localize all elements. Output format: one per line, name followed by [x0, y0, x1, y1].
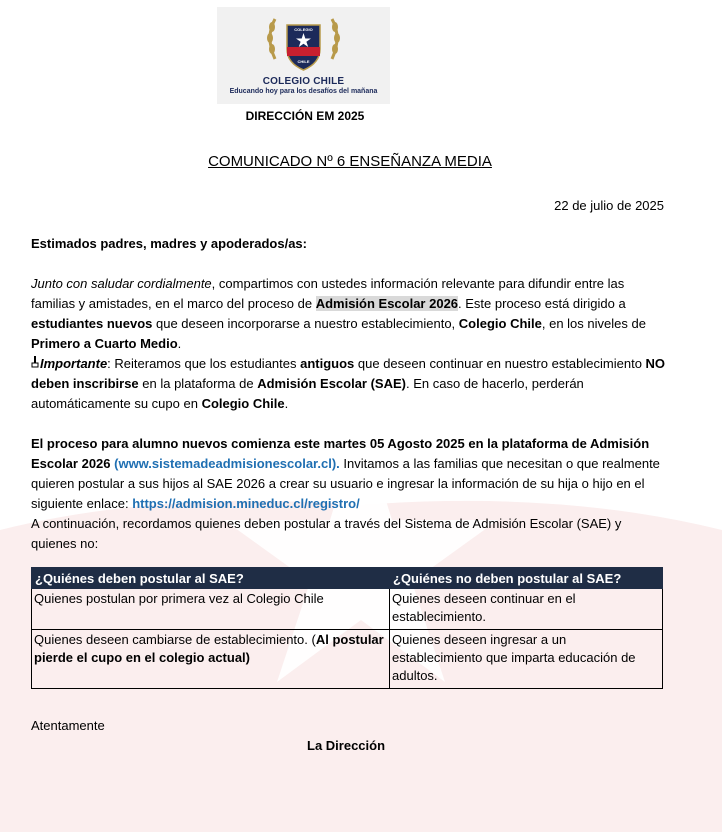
direccion-label: DIRECCIÓN EM 2025: [245, 109, 365, 123]
salutation: Estimados padres, madres y apoderados/as:: [31, 236, 307, 251]
sae-website-link[interactable]: (www.sistemadeadmisionescolar.cl).: [114, 456, 340, 471]
warning-icon: [31, 354, 40, 374]
paragraph-important: Importante: Reiteramos que los estudiantes antiguos que deseen continuar en nuestro establecimiento NO deben inscribirse en la plataforma de Admisión Escolar (SAE). En caso de hacerlo, perderán automáticamente su cupo en Colegio Chile.: [31, 356, 666, 411]
logo-slogan: Educando hoy para los desafíos del mañana: [229, 88, 378, 95]
table-header: ¿Quiénes no deben postular al SAE?: [390, 568, 663, 589]
table-cell: Quienes postulan por primera vez al Colegio Chile: [32, 589, 390, 630]
svg-text:COLEGIO: COLEGIO: [294, 27, 313, 32]
document-date: 22 de julio de 2025: [554, 198, 664, 213]
sae-table: [31, 567, 663, 689]
table-row: [32, 630, 663, 689]
registro-link[interactable]: https://admision.mineduc.cl/registro/: [132, 496, 360, 511]
table-header-row: [32, 568, 663, 589]
table-row: [32, 589, 663, 630]
document-title: COMUNICADO Nº 6 ENSEÑANZA MEDIA: [208, 153, 492, 170]
svg-text:CHILE: CHILE: [297, 59, 310, 64]
school-logo: [217, 7, 390, 104]
closing-text: Atentamente: [31, 718, 105, 733]
table-cell: Quienes deseen ingresar a un establecimiento que imparta educación de adultos.: [390, 630, 663, 689]
signature: La Dirección: [307, 738, 386, 753]
paragraph-process: El proceso para alumno nuevos comienza este martes 05 Agosto 2025 en la plataforma de Admisión Escolar 2026 (www.sistemadeadmisionescolar.cl). Invitamos a las familias que necesitan o que realmente quieren postular a sus hijos al SAE 2026 a crear su usuario e ingresar la información de su hija o hijo en el siguiente enlace: https://admision.mineduc.cl/registro/ A continuación, recordamos quienes deben postular a través del Sistema de Admisión Escolar (SAE) y quienes no:: [31, 436, 660, 551]
table-cell: Quienes deseen continuar en el establecimiento.: [390, 589, 663, 630]
logo-name: COLEGIO CHILE: [262, 76, 345, 87]
table-cell: Quienes deseen cambiarse de establecimiento. (Al postular pierde el cupo en el colegio actual): [32, 630, 390, 689]
paragraph-intro: Junto con saludar cordialmente, compartimos con ustedes información relevante para difundir entre las familias y amistades, en el marco del proceso de Admisión Escolar 2026. Este proceso está dirigido a estudiantes nuevos que deseen incorporarse a nuestro establecimiento, Colegio Chile, en los niveles de Primero a Cuarto Medio.: [31, 276, 646, 351]
table-header: ¿Quiénes deben postular al SAE?: [32, 568, 390, 589]
